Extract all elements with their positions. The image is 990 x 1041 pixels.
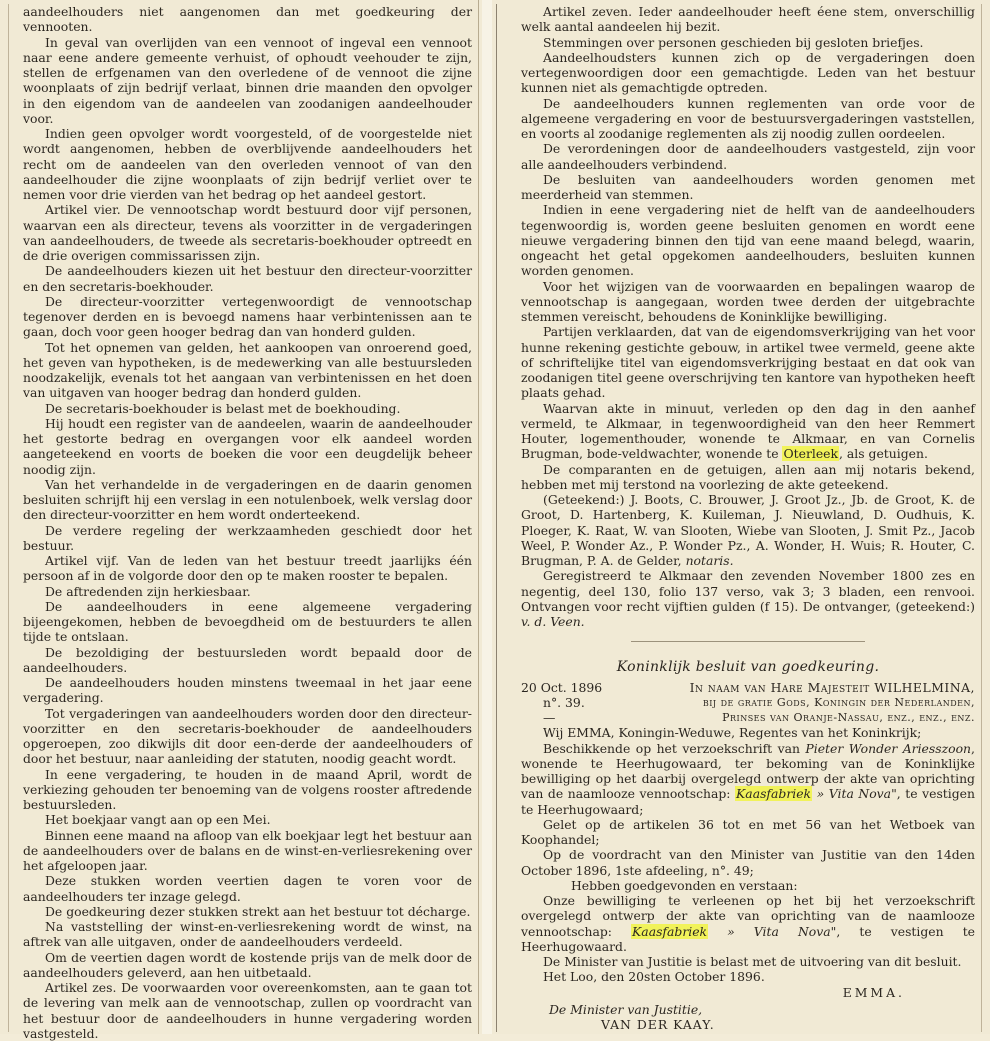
highlight-oterleek: Oterleek <box>783 446 839 462</box>
right-paragraph: De verordeningen door de aandeelhouders vastgesteld, zijn voor alle aandeelhouders verbindend. <box>521 141 975 172</box>
left-paragraph: Na vaststelling der winst-en-verliesrekening wordt de winst, na aftrek van alle uitgaven, onder de aandeelhouders verdeeld. <box>23 919 472 950</box>
left-paragraph: De secretaris-boekhouder is belast met de boekhouding. <box>45 400 401 416</box>
left-column <box>8 4 478 1041</box>
left-paragraph: De verdere regeling der werkzaamheden geschiedt door het bestuur. <box>23 522 472 553</box>
minister-belast: De Minister van Justitie is belast met de uitvoering van dit besluit. <box>543 954 962 969</box>
notaris-label: notaris. <box>685 553 734 568</box>
beschikkende-text: Beschikkende op het verzoekschrift van <box>543 740 806 756</box>
beschikkende-paragraph <box>521 741 975 817</box>
petitioner-name: Pieter Wonder Ariesszoon <box>805 740 972 756</box>
emma-line: Wij EMMA, Koningin-Weduwe, Regentes van het Koninkrijk; <box>543 725 922 741</box>
minister-title: De Minister van Justitie, <box>549 1001 703 1017</box>
left-paragraph: Artikel vier. De vennootschap wordt bestuurd door vijf personen, waarvan een als directeur, tevens als voorzitter in de vergaderingen van aandeelhouders, de tweede als secretaris-boekhouder optreedt en de drie overigen commissarissen zijn. <box>23 202 472 263</box>
comparanten-paragraph: De comparanten en de getuigen, allen aan mij notaris bekend, hebben met mij terstond na voorlezing de akte geteekend. <box>521 461 975 492</box>
left-paragraph: Om de veertien dagen wordt de kostende prijs van de melk door de aandeelhouders geleverd, aan hen uitbetaald. <box>23 949 472 980</box>
registration-text: Geregistreerd te Alkmaar den zevenden November 1800 zes en negentig, deel 130, folio 137 verso, vak 3; 3 bladen, een renvooi. Ontvangen voor recht vijftien gulden (f 15). De ontvanger, (geteekend:) <box>521 568 975 614</box>
left-paragraph: aandeelhouders niet aangenomen dan met goedkeuring der vennooten. <box>23 4 472 35</box>
right-paragraph: Aandeelhoudsters kunnen zich op de vergaderingen doen vertegenwoordigen door een gemachtigde. Leden van het bestuur kunnen niet als gemachtigde optreden. <box>521 49 975 96</box>
left-paragraph: Hij houdt een register van de aandeelen, waarin de aandeelhouder het gestorte bedrag en overgangen voor elk aandeel worden aangeteekend en voorts de boeken die voor een deugdelijk beheer noodig zijn. <box>23 415 472 477</box>
emma-signature: EMMA. <box>842 984 905 1000</box>
right-column <box>496 4 982 1032</box>
beschikkende-end: , te vestigen te Heerhugowaard; <box>521 786 975 817</box>
highlight-kaasfabriek-2: Kaasfabriek <box>632 923 708 939</box>
decree-date: 20 Oct. 1896 <box>521 679 603 695</box>
decree-dash: — <box>543 710 556 725</box>
left-paragraph: Artikel vijf. Van de leden van het bestuur treedt jaarlijks één persoon af in de volgorde door den op te maken rooster te bepalen. <box>23 553 472 584</box>
left-paragraph: Deze stukken worden veertien dagen te voren voor de aandeelhouders ter inzage gelegd. <box>23 873 472 904</box>
minister-name: VAN DER KAAY. <box>601 1017 715 1032</box>
left-paragraph: In eene vergadering, te houden in de maand April, wordt de verkiezing gehouden ter benoeming van de volgens rooster aftredende bestuursleden. <box>23 766 472 812</box>
left-paragraph: Tot het opnemen van gelden, het aankoopen van onroerend goed, het geven van hypotheken, is de medewerking van alle bestuursleden noodzakelijk, evenals tot het aangaan van verbintenissen en het doen van uitgaven van hooger bedrag dan honderd gulden. <box>23 339 472 401</box>
right-paragraph: Stemmingen over personen geschieden bij gesloten briefjes. <box>543 34 924 50</box>
left-paragraph: Artikel zes. De voorwaarden voor overeenkomsten, aan te gaan tot de levering van melk aan de vennootschap, zullen op voordracht van het bestuur door de aandeelhouders in hunne vergadering worden vastgesteld. <box>23 980 472 1041</box>
registration-paragraph <box>521 568 975 629</box>
left-paragraph: De aandeelhouders in eene algemeene vergadering bijeengekomen, hebben de bevoegdheid om de bestuurders te allen tijde te ontslaan. <box>23 598 472 645</box>
right-paragraph: Indien in eene vergadering niet de helft van de aandeelhouders tegenwoordig is, worden geene besluiten genomen en wordt eene nieuwe vergadering binnen den tijd van eene maand belegd, waarin, ongeacht het getal opgekomen aandeelhouders, besluiten kunnen worden genomen. <box>521 202 975 279</box>
decree-header-2 <box>521 695 975 710</box>
onze-paragraph <box>521 893 975 954</box>
section-rule <box>631 641 865 642</box>
left-paragraph: De aftredenden zijn herkiesbaar. <box>45 583 251 599</box>
right-paragraph: De besluiten van aandeelhouders worden genomen met meerderheid van stemmen. <box>521 171 975 202</box>
gelet-paragraph: Gelet op de artikelen 36 tot en met 56 van het Wetboek van Koophandel; <box>521 816 975 847</box>
deed-paragraph <box>521 401 975 462</box>
right-paragraph: Partijen verklaarden, dat van de eigendomsverkrijging van het voor hunne rekening gestichte gebouw, in artikel twee vermeld, geene akte of schriftelijke titel van eigendomsverkrijging bestaat en dat ook van zoodanigen titel geene overschrijving ten kantore van hypotheken heeft plaats gehad. <box>521 324 975 401</box>
decree-line-2: bij de gratie Gods, Koningin der Nederlanden, <box>702 695 975 709</box>
left-paragraph: De aandeelhouders houden minstens tweemaal in het jaar eene vergadering. <box>23 675 472 706</box>
beschikkende-mid: , wonende te Heerhugowaard, ter bekoming van de Koninklijke bewilliging op het daarbij overgelegd ontwerp der akte van oprichting van de naamlooze vennootschap: <box>521 740 975 802</box>
decree-header <box>521 680 975 695</box>
left-paragraph: In geval van overlijden van een vennoot of ingeval een vennoot naar eene andere gemeente verhuist, of ophoudt veehouder te zijn, stellen de erfgenamen van den overledene of de vennoot die zijne woonplaats of zijn bedrijf verlaat, binnen drie maanden den opvolger in den eigendom van de aandeelen van zoodanigen aandeelhouder voor. <box>23 34 472 126</box>
decree-number: n°. 39. <box>543 694 585 710</box>
voordracht-paragraph: Op de voordracht van den Minister van Justitie van den 14den October 1896, 1ste afdeeling, n°. 49; <box>521 847 975 878</box>
highlight-kaasfabriek: Kaasfabriek <box>736 786 812 802</box>
signatures-paragraph <box>521 492 975 568</box>
decree-line-1: In naam van Hare Majesteit WILHELMINA, <box>689 679 975 695</box>
decree-header-3 <box>521 710 975 725</box>
left-paragraph: De aandeelhouders kiezen uit het bestuur den directeur-voorzitter en den secretaris-boekhouder. <box>23 263 472 294</box>
vita-nova-2: » Vita Nova" <box>727 923 837 939</box>
left-paragraph: Binnen eene maand na afloop van elk boekjaar legt het bestuur aan de aandeelhouders over de balans en de winst-en-verliesrekening over het afgeloopen jaar. <box>23 827 472 873</box>
left-paragraph: De bezoldiging der bestuursleden wordt bepaald door de aandeelhouders. <box>23 644 472 675</box>
registrar-name: v. d. Veen. <box>521 614 585 629</box>
column-divider <box>478 0 479 1034</box>
signatures-text: (Geteekend:) J. Boots, C. Brouwer, J. Groot Jz., Jb. de Groot, K. de Groot, D. Hartenberg, K. Kuileman, J. Nieuwland, D. Oudhuis, K. Ploeger, K. Raat, W. van Slooten, Wiebe van Slooten, J. Smit Pz., Jacob Weel, P. Wonder Az., P. Wonder Pz., A. Wonder, H. Wuis; R. Houter, C. Brugman, P. A. de Gelder, <box>521 492 975 568</box>
right-paragraph: Voor het wijzigen van de voorwaarden en bepalingen waarop de vennootschap is aangegaan, worden twee derden der uitgebrachte stemmen vereischt, behoudens de Koninklijke bewilliging. <box>521 278 975 324</box>
right-paragraph: De aandeelhouders kunnen reglementen van orde voor de algemeene vergadering en voor de bestuursvergaderingen vaststellen, en voorts al zoodanige reglementen als zij noodig zullen oordeelen. <box>521 95 975 141</box>
decree-line-3: Prinses van Oranje-Nassau, enz., enz., enz. <box>722 711 975 724</box>
onze-text: Onze bewilliging te verleenen op het bij het verzoekschrift overgelegd ontwerp der akte van oprichting van de naamlooze vennootschap: <box>521 893 975 939</box>
onze-end: , te vestigen te Heerhugowaard. <box>521 923 976 954</box>
het-loo-line: Het Loo, den 20sten October 1896. <box>543 969 765 985</box>
left-paragraph: De goedkeuring dezer stukken strekt aan het bestuur tot décharge. <box>45 903 471 919</box>
goedgevonden-line: Hebben goedgevonden en verstaan: <box>571 877 798 893</box>
vita-nova: » Vita Nova" <box>816 786 897 802</box>
left-paragraph: Van het verhandelde in de vergaderingen en de daarin genomen besluiten schrijft hij een verslag in een notulenboek, welk verslag door den directeur-voorzitter en hem wordt onderteekend. <box>23 476 472 523</box>
deed-text: Waarvan akte in minuut, verleden op den dag in den aanhef vermeld, te Alkmaar, in tegenwoordigheid van den heer Remmert Houter, logementhouder, wonende te Alkmaar, en van Cornelis Brugman, bode-veldwachter, wonende te <box>521 400 975 462</box>
left-paragraph: Tot vergaderingen van aandeelhouders worden door den directeur-voorzitter en den secretaris-boekhouder de aandeelhouders opgeroepen, zoo dikwijls dit door een-derde der aandeelhouders of door het bestuur, naar aanleiding der statuten, noodig geacht wordt. <box>23 705 472 767</box>
left-paragraph: Het boekjaar vangt aan op een Mei. <box>45 812 271 828</box>
left-paragraph: Indien geen opvolger wordt voorgesteld, of de voorgestelde niet wordt aangenomen, hebben de overblijvende aandeelhouders het recht om de aandeelen van den overleden vennoot of van den aandeelhouder die zijne woonplaats of zijn bedrijf verliet over te nemen voor drie vierden van het bedrag op het aandeel gestort. <box>23 126 472 202</box>
decree-title: Koninklijk besluit van goedkeuring. <box>616 659 880 676</box>
deed-text-end: , als getuigen. <box>839 446 928 462</box>
right-paragraph: Artikel zeven. Ieder aandeelhouder heeft éene stem, onverschillig welk aantal aandeelen hij bezit. <box>521 4 975 35</box>
left-paragraph: De directeur-voorzitter vertegenwoordigt de vennootschap tegenover derden en is bevoegd namens haar verbintenissen aan te gaan, doch voor geen hooger bedrag dan van honderd gulden. <box>23 293 472 340</box>
column-gutter <box>482 0 492 1034</box>
